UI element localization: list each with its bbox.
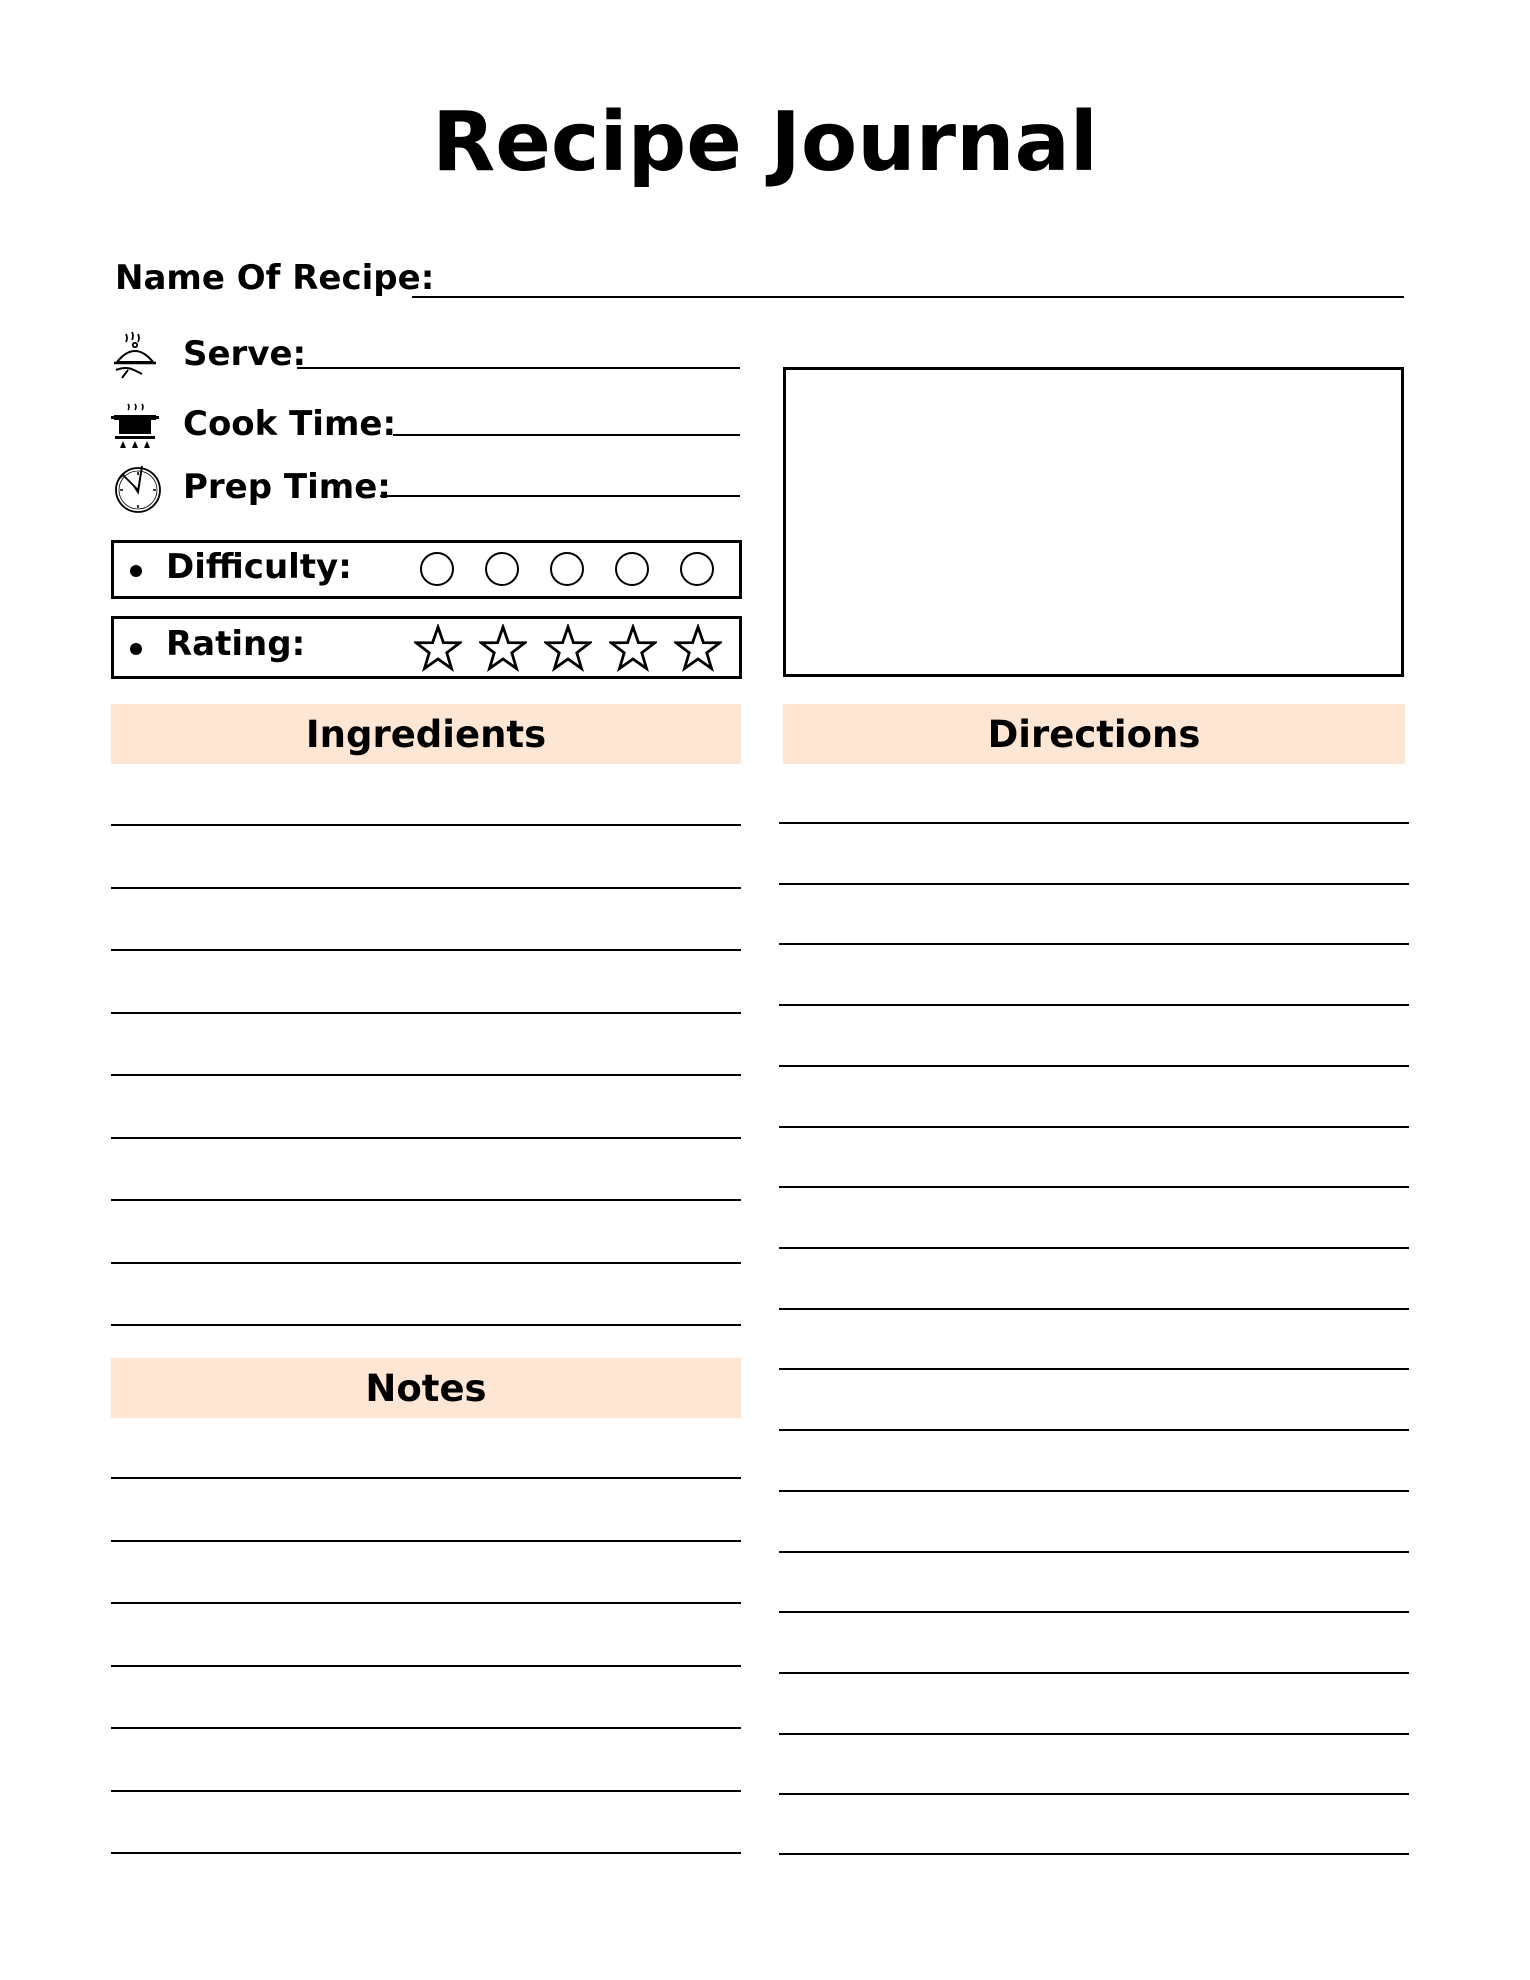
- ingredients-line[interactable]: [111, 1262, 741, 1264]
- prep-time-label: Prep Time:: [183, 467, 391, 507]
- directions-line[interactable]: [779, 1551, 1409, 1553]
- difficulty-option-2[interactable]: [485, 552, 519, 586]
- directions-line[interactable]: [779, 1065, 1409, 1067]
- star-icon[interactable]: [479, 624, 527, 672]
- directions-line[interactable]: [779, 883, 1409, 885]
- ingredients-line[interactable]: [111, 949, 741, 951]
- directions-line[interactable]: [779, 1186, 1409, 1188]
- notes-header: Notes: [111, 1358, 741, 1418]
- ingredients-line[interactable]: [111, 1199, 741, 1201]
- notes-line[interactable]: [111, 1477, 741, 1479]
- notes-line[interactable]: [111, 1602, 741, 1604]
- notes-line[interactable]: [111, 1852, 741, 1854]
- directions-line[interactable]: [779, 1368, 1409, 1370]
- notes-line[interactable]: [111, 1540, 741, 1542]
- directions-line[interactable]: [779, 1793, 1409, 1795]
- ingredients-line[interactable]: [111, 887, 741, 889]
- directions-line[interactable]: [779, 1004, 1409, 1006]
- serve-label: Serve:: [183, 334, 307, 374]
- directions-line[interactable]: [779, 1429, 1409, 1431]
- difficulty-label: Difficulty:: [166, 547, 352, 587]
- ingredients-line[interactable]: [111, 1137, 741, 1139]
- difficulty-option-5[interactable]: [680, 552, 714, 586]
- ingredients-line[interactable]: [111, 1324, 741, 1326]
- rating-label: Rating:: [166, 624, 306, 664]
- directions-line[interactable]: [779, 1611, 1409, 1613]
- notes-line[interactable]: [111, 1727, 741, 1729]
- directions-line[interactable]: [779, 1733, 1409, 1735]
- directions-line[interactable]: [779, 1308, 1409, 1310]
- recipe-name-label: Name Of Recipe:: [115, 258, 435, 298]
- rating-bullet: [130, 643, 142, 655]
- directions-line[interactable]: [779, 943, 1409, 945]
- difficulty-option-1[interactable]: [420, 552, 454, 586]
- clock-utensils-icon: [112, 462, 164, 514]
- ingredients-line[interactable]: [111, 824, 741, 826]
- directions-line[interactable]: [779, 1126, 1409, 1128]
- prep-time-line[interactable]: [380, 495, 740, 497]
- cook-time-label: Cook Time:: [183, 404, 397, 444]
- difficulty-option-4[interactable]: [615, 552, 649, 586]
- ingredients-line[interactable]: [111, 1074, 741, 1076]
- star-icon[interactable]: [674, 624, 722, 672]
- cloche-icon: [112, 330, 158, 382]
- cooking-pot-icon: [110, 402, 160, 450]
- notes-line[interactable]: [111, 1790, 741, 1792]
- directions-line[interactable]: [779, 1490, 1409, 1492]
- recipe-name-line[interactable]: [412, 296, 1404, 298]
- serve-line[interactable]: [297, 367, 740, 369]
- directions-line[interactable]: [779, 1672, 1409, 1674]
- notes-line[interactable]: [111, 1665, 741, 1667]
- ingredients-header: Ingredients: [111, 704, 741, 764]
- star-icon[interactable]: [414, 624, 462, 672]
- cook-time-line[interactable]: [393, 434, 740, 436]
- directions-line[interactable]: [779, 1247, 1409, 1249]
- directions-line[interactable]: [779, 1853, 1409, 1855]
- difficulty-option-3[interactable]: [550, 552, 584, 586]
- ingredients-line[interactable]: [111, 1012, 741, 1014]
- page-title: Recipe Journal: [432, 95, 1098, 190]
- difficulty-bullet: [130, 565, 142, 577]
- photo-box[interactable]: [783, 367, 1404, 677]
- star-icon[interactable]: [544, 624, 592, 672]
- directions-line[interactable]: [779, 822, 1409, 824]
- directions-header: Directions: [783, 704, 1405, 764]
- star-icon[interactable]: [609, 624, 657, 672]
